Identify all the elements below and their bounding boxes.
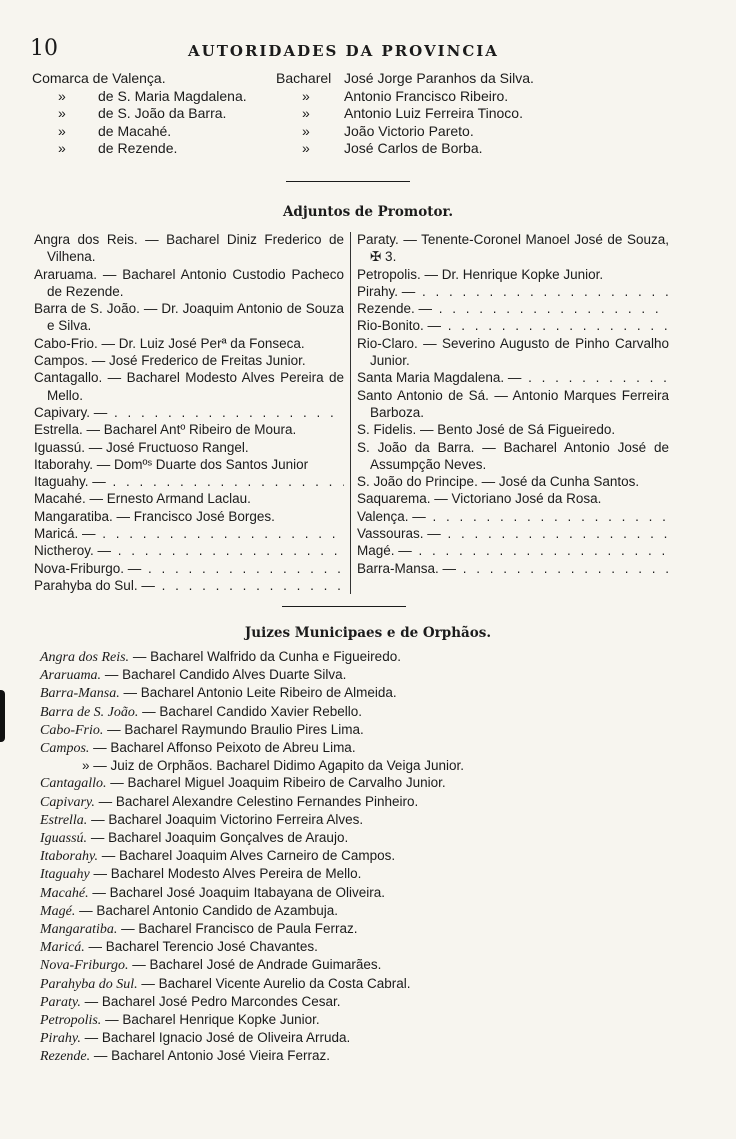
adjunto-entry: S. Fidelis. — Bento José de Sá Figueiredo. <box>357 422 616 438</box>
juiz-name: — Juiz de Orphãos. Bacharel Didimo Agapito da Veiga Junior. <box>89 758 464 774</box>
juiz-name: — Bacharel Henrique Kopke Junior. <box>101 1012 320 1028</box>
juiz-place: Cantagallo. <box>40 776 107 792</box>
adjunto-entry: Paraty. — Tenente-Coronel Manoel José de Souza, ✠ 3. <box>357 232 669 265</box>
juiz-entry <box>40 938 700 956</box>
juiz-place: Parahyba do Sul. <box>40 976 138 992</box>
adjunto-entry: Estrella. — Bacharel Antº Ribeiro de Moura. <box>34 422 297 438</box>
juiz-place: Barra de S. João. <box>40 704 139 720</box>
judge-name: Antonio Luiz Ferreira Tinoco. <box>344 105 523 121</box>
comarca-row <box>32 140 712 158</box>
juiz-place: Paraty. <box>40 994 81 1010</box>
juiz-place: Macahé. <box>40 885 89 901</box>
adjunto-entry: Rio-Claro. — Severino Augusto de Pinho Carvalho Junior. <box>357 335 669 369</box>
ditto-mark: » <box>58 105 66 121</box>
juiz-name: — Bacharel Joaquim Alves Carneiro de Campos. <box>97 848 396 864</box>
ditto-mark: » <box>58 87 66 104</box>
judge-title: » <box>302 140 310 156</box>
juiz-entry <box>40 757 700 774</box>
juiz-place: Angra dos Reis. <box>40 650 130 665</box>
juiz-name: — Bacharel Antonio José Vieira Ferraz. <box>90 1048 331 1064</box>
juiz-name: — Bacharel José Pedro Marcondes Cesar. <box>80 993 341 1009</box>
juiz-name: — Bacharel Modesto Alves Pereira de Mello. <box>89 866 362 882</box>
section-divider <box>282 606 406 607</box>
juiz-entry <box>40 847 700 865</box>
juiz-place: » <box>82 758 90 774</box>
juiz-entry <box>40 902 700 920</box>
juiz-name: — Bacharel Terencio José Chavantes. <box>84 939 318 955</box>
adjunto-entry: Barra-Mansa. — . . . <box>357 560 669 577</box>
comarca-name: de Macahé. <box>98 122 172 139</box>
comarca-row <box>32 70 712 88</box>
juiz-entry <box>40 956 700 974</box>
juiz-entry <box>40 721 700 739</box>
juiz-name: — Bacharel Raymundo Braulio Pires Lima. <box>103 721 364 737</box>
juiz-place: Itaguahy <box>40 867 90 883</box>
juiz-place: Maricá. <box>40 940 85 956</box>
running-title: AUTORIDADES DA PROVINCIA <box>188 42 499 60</box>
juiz-name: — Bacharel Joaquim Gonçalves de Araujo. <box>87 830 349 846</box>
comarca-name: de S. Maria Magdalena. <box>98 87 247 104</box>
comarca-judges-list <box>32 70 712 158</box>
comarca-row <box>32 88 712 106</box>
comarca-row <box>32 105 712 123</box>
comarca-name: de Rezende. <box>98 140 178 156</box>
adjunto-entry: Magé. — . . . <box>357 542 669 559</box>
juiz-entry <box>40 739 700 757</box>
judge-name: Antonio Francisco Ribeiro. <box>344 87 509 104</box>
adjunto-entry: Cantagallo. — Bacharel Modesto Alves Pereira de Mello. <box>34 370 344 403</box>
juiz-place: Capivary. <box>40 794 95 810</box>
juiz-name: — Bacharel Alexandre Celestino Fernandes Pinheiro. <box>94 793 419 809</box>
adjunto-entry: Capivary. — . . . <box>34 404 344 421</box>
juiz-name: — Bacharel Francisco de Paula Ferraz. <box>117 921 358 937</box>
juiz-place: Campos. <box>40 741 90 757</box>
adjunto-entry: Macahé. — Ernesto Armand Laclau. <box>34 491 251 507</box>
adjunto-entry: Mangaratiba. — Francisco José Borges. <box>34 508 275 524</box>
juiz-place: Barra-Mansa. <box>40 686 120 702</box>
juiz-name: — Bacharel Candido Xavier Rebello. <box>138 703 363 719</box>
juiz-place: Rezende. <box>40 1049 91 1065</box>
adjunto-entry: Itaborahy. — Domºˢ Duarte dos Santos Junior <box>34 456 309 472</box>
juiz-name: — Bacharel Miguel Joaquim Ribeiro de Carvalho Junior. <box>106 775 446 791</box>
judge-title: » <box>302 122 310 139</box>
comarca-name: Comarca de Valença. <box>32 70 166 86</box>
juiz-entry <box>40 703 700 721</box>
adjunto-entry: Iguassú. — José Fructuoso Rangel. <box>34 439 249 455</box>
judge-title: » <box>302 87 310 104</box>
juiz-entry <box>40 920 700 938</box>
adjunto-entry: Santa Maria Magdalena. — . . . <box>357 369 669 386</box>
adjunto-entry: Parahyba do Sul. — . . . <box>34 577 344 594</box>
juiz-place: Magé. <box>40 903 76 919</box>
juiz-entry <box>40 684 700 702</box>
juiz-place: Itaborahy. <box>40 849 98 865</box>
juiz-place: Petropolis. <box>40 1013 102 1029</box>
adjunto-entry: Saquarema. — Victoriano José da Rosa. <box>357 491 602 507</box>
adjunto-entry: Pirahy. — . . . <box>357 283 669 300</box>
juiz-entry <box>40 993 700 1011</box>
adjunto-entry: Vassouras. — . . . <box>357 525 669 542</box>
juiz-entry <box>40 648 700 666</box>
comarca-name: de S. João da Barra. <box>98 105 227 121</box>
ditto-mark: » <box>58 122 66 139</box>
juiz-name: — Bacharel Affonso Peixoto de Abreu Lima. <box>89 740 356 756</box>
adjunto-entry: Angra dos Reis. — Bacharel Diniz Frederico de Vilhena. <box>34 232 344 265</box>
juiz-name: — Bacharel Antonio Candido de Azambuja. <box>75 902 339 918</box>
juiz-name: — Bacharel José de Andrade Guimarães. <box>128 957 382 973</box>
adjunto-entry: S. João da Barra. — Bacharel Antonio José de Assumpção Neves. <box>357 439 669 472</box>
juiz-name: — Bacharel Antonio Leite Ribeiro de Almeida. <box>119 685 397 701</box>
judge-name: João Victorio Pareto. <box>344 122 474 139</box>
juiz-entry <box>40 793 700 811</box>
column-divider <box>350 232 351 594</box>
juiz-name: — Bacharel Walfrido da Cunha e Figueiredo. <box>129 649 401 664</box>
juiz-name: — Bacharel Vicente Aurelio da Costa Cabral. <box>137 975 411 991</box>
adjunto-entry: Santo Antonio de Sá. — Antonio Marques Ferreira Barboza. <box>357 387 669 420</box>
judge-title: Bacharel <box>276 70 332 86</box>
juiz-entry <box>40 666 700 684</box>
juiz-entry <box>40 1047 700 1065</box>
juiz-entry <box>40 829 700 847</box>
adjunto-entry: S. João do Principe. — José da Cunha Santos. <box>357 474 640 490</box>
juiz-place: Pirahy. <box>40 1031 81 1047</box>
adjunto-entry: Petropolis. — Dr. Henrique Kopke Junior. <box>357 266 604 282</box>
adjuntos-left-column <box>34 231 344 594</box>
adjunto-entry: Maricá. — . . . <box>34 525 344 542</box>
adjunto-entry: Nictheroy. — . . . <box>34 542 344 559</box>
juiz-place: Mangaratiba. <box>40 922 118 938</box>
adjuntos-right-column <box>357 231 669 577</box>
comarca-row <box>32 123 712 141</box>
judge-name: José Jorge Paranhos da Silva. <box>344 70 534 86</box>
adjunto-entry: Itaguahy. — . . . <box>34 473 344 490</box>
juiz-name: — Bacharel José Joaquim Itabayana de Oliveira. <box>88 884 386 900</box>
juiz-place: Nova-Friburgo. <box>40 958 129 974</box>
juiz-entry <box>40 975 700 993</box>
juiz-entry <box>40 884 700 902</box>
juizes-section-title: Juizes Municipaes e de Orphãos. <box>244 625 492 641</box>
juiz-place: Araruama. <box>40 668 102 684</box>
juiz-place: Estrella. <box>40 812 88 828</box>
adjunto-entry: Rio-Bonito. — . . . <box>357 317 669 334</box>
judge-title: » <box>302 105 310 121</box>
juiz-place: Iguassú. <box>40 831 88 847</box>
adjunto-entry: Barra de S. João. — Dr. Joaquim Antonio de Souza e Silva. <box>34 301 344 334</box>
section-divider <box>286 181 410 182</box>
juiz-place: Cabo-Frio. <box>40 722 104 738</box>
juiz-name: — Bacharel Candido Alves Duarte Silva. <box>101 667 347 683</box>
adjunto-entry: Nova-Friburgo. — . . . <box>34 560 344 577</box>
adjunto-entry: Campos. — José Frederico de Freitas Junior. <box>34 353 306 369</box>
ditto-mark: » <box>58 140 66 156</box>
juiz-entry <box>40 774 700 792</box>
juiz-name: — Bacharel Joaquim Victorino Ferreira Alves. <box>87 811 364 827</box>
juizes-list <box>40 648 700 1066</box>
juiz-entry <box>40 865 700 883</box>
adjuntos-section-title: Adjuntos de Promotor. <box>282 204 454 220</box>
juiz-entry <box>40 811 700 829</box>
juiz-entry <box>40 1029 700 1047</box>
adjunto-entry: Valença. — . . . <box>357 508 669 525</box>
margin-bracket-mark <box>0 690 5 742</box>
judge-name: José Carlos de Borba. <box>344 140 483 156</box>
adjunto-entry: Cabo-Frio. — Dr. Luiz José Perª da Fonseca. <box>34 335 305 351</box>
page-header <box>30 38 706 62</box>
juiz-name: — Bacharel Ignacio José de Oliveira Arruda. <box>80 1030 351 1046</box>
juiz-entry <box>40 1011 700 1029</box>
page-number: 10 <box>30 36 58 61</box>
adjunto-entry: Rezende. — . . . <box>357 300 669 317</box>
adjunto-entry: Araruama. — Bacharel Antonio Custodio Pacheco de Rezende. <box>34 266 344 299</box>
